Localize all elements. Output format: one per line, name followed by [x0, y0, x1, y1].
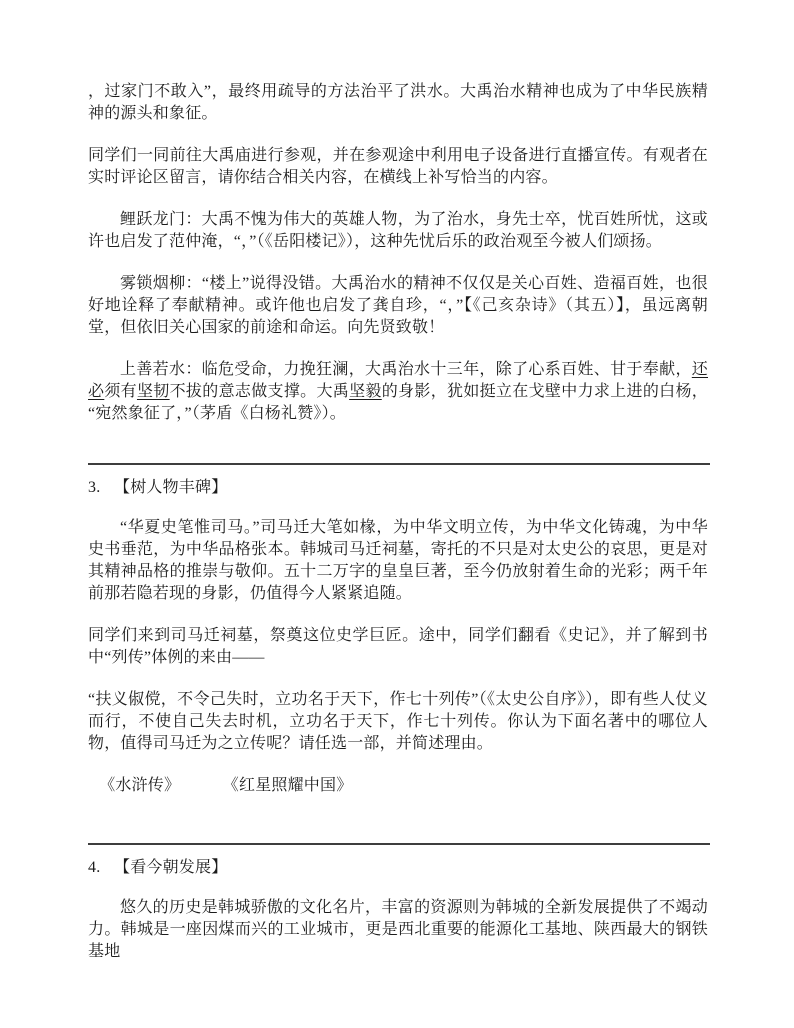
section-divider — [88, 463, 710, 465]
section-divider — [88, 843, 710, 845]
paragraph-comment-liyuelongmen: 鲤跃龙门：大禹不愧为伟大的英雄人物，为了治水，身先士卒，忧百姓所忧，这或许也启发了范仲淹，“，”（《岳阳楼记》），这种先忧后乐的政治观至今被人们颂扬。 — [88, 211, 708, 250]
text-segment: 不拔的意志做支撑。大禹 — [169, 383, 350, 400]
section-4-title: 【看今朝发展】 — [114, 859, 228, 876]
paragraph-task-intro: 同学们一同前往大禹庙进行参观，并在参观途中利用电子设备进行直播宣传。有观者在实时评论区留言，请你结合相关内容，在横线上补写恰当的内容。 — [88, 147, 708, 186]
text-segment: 须有 — [104, 383, 137, 400]
text-segment: 的身影，犹如挺立在戈壁中力求上进的白杨，“宛然象征了，”（茅盾《白杨礼赞》）。 — [88, 383, 708, 422]
book-choice-shuihuzhuan: 《水浒传》 — [99, 777, 181, 794]
paragraph-comment-wusuoyanliu: 雾锁烟柳：“楼上”说得没错。大禹治水的精神不仅仅是关心百姓、造福百姓，也很好地诠释了奉献精神。或许他也启发了龚自珍，“，”【《己亥杂诗》（其五）】，虽远离朝堂，但依旧关心国家的前途和命运。向先贤致敬！ — [88, 275, 708, 336]
underlined-text-segment: 坚韧 — [136, 383, 170, 400]
underlined-text-segment: 还必 — [88, 361, 708, 400]
paragraph-continued-from-previous-page: ，过家门不敢入”，最终用疏导的方法治平了洪水。大禹治水精神也成为了中华民族精神的源头和象征。 — [88, 83, 708, 122]
book-choice-hongxingzhaoyaozhongguo: 《红星照耀中国》 — [222, 777, 353, 794]
paragraph-taishigong-quote: “扶义俶傥，不令己失时，立功名于天下，作七十列传”（《太史公自序》），即有些人仗义而行，不使自己失去时机，立功名于天下，作七十列传。你认为下面名著中的哪位人物，值得司马迁为之立传呢？请任选一部，并简述理由。 — [88, 691, 708, 752]
underlined-text-segment: 坚毅 — [349, 383, 382, 400]
section-3-number: 3. — [88, 479, 101, 496]
section-4-number: 4. — [88, 859, 101, 876]
paragraph-comment-shangshanruoshui — [88, 359, 708, 425]
paragraph-sima-visit: 同学们来到司马迁祠墓，祭奠这位史学巨匠。途中，同学们翻看《史记》，并了解到书中“列传”体例的来由—— — [88, 627, 708, 666]
section-4-heading — [88, 857, 708, 879]
section-3-heading — [88, 477, 708, 499]
paragraph-sima-tribute: “华夏史笔惟司马。”司马迁大笔如椽，为中华文明立传，为中华文化铸魂，为中华史书垂范，为中华品格张本。韩城司马迁祠墓，寄托的不只是对太史公的哀思，更是对其精神品格的推崇与敬仰。五十二万字的皇皇巨著，至今仍放射着生命的光彩；两千年前那若隐若现的身影，仍值得今人紧紧追随。 — [88, 519, 708, 602]
paragraph-hancheng-development: 悠久的历史是韩城骄傲的文化名片，丰富的资源则为韩城的全新发展提供了不竭动力。韩城是一座因煤而兴的工业城市，更是西北重要的能源化工基地、陕西最大的钢铁基地 — [88, 899, 708, 960]
section-3-title: 【树人物丰碑】 — [114, 479, 228, 496]
text-segment: 上善若水：临危受命，力挽狂澜，大禹治水十三年，除了心系百姓、甘于奉献， — [120, 361, 692, 378]
document-body — [88, 81, 708, 963]
book-choices — [88, 775, 708, 797]
